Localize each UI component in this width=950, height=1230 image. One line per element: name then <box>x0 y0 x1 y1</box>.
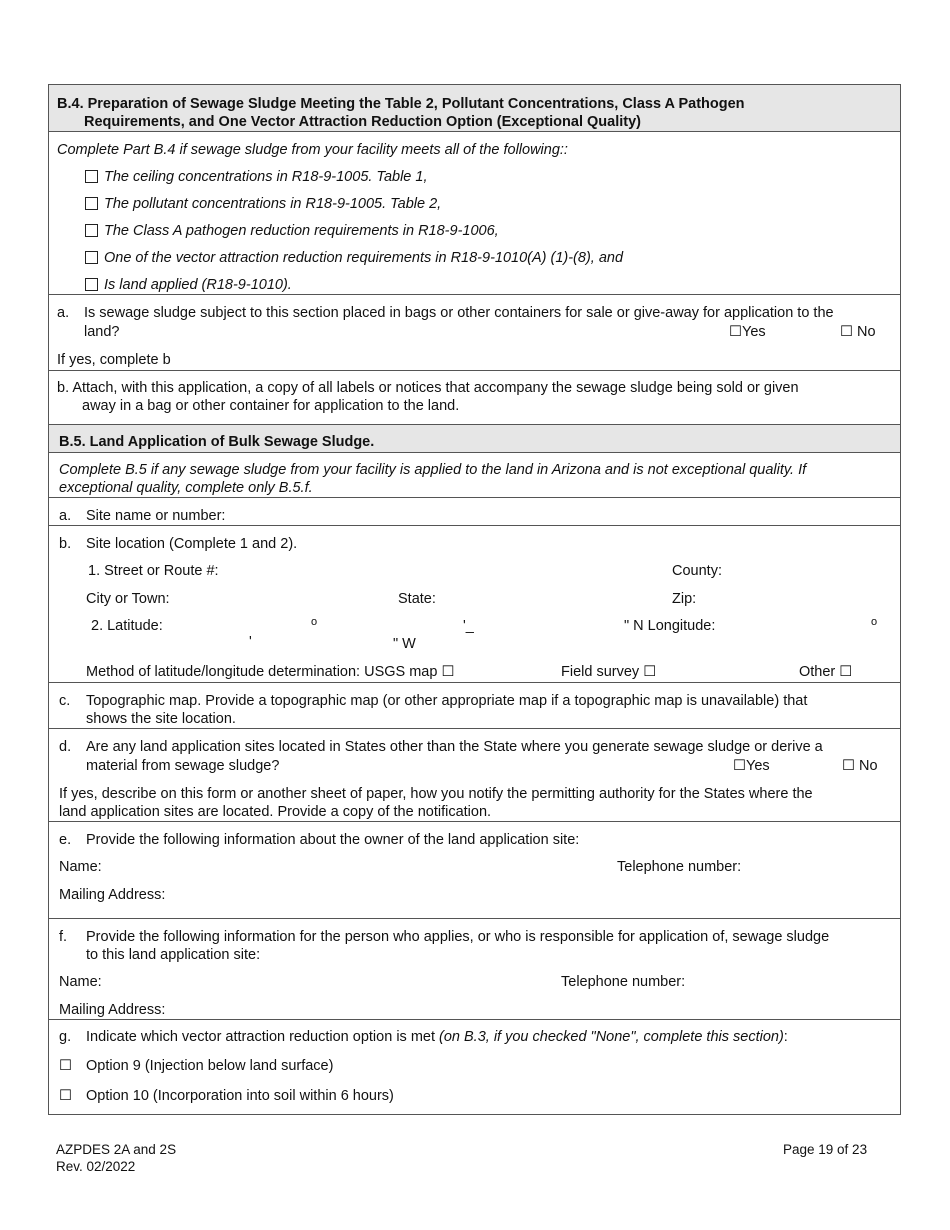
option-10-checkbox[interactable]: ☐ <box>59 1088 72 1104</box>
b5-d-yes-checkbox[interactable]: ☐Yes <box>733 758 770 774</box>
divider <box>49 525 900 526</box>
latitude-label: 2. Latitude: <box>91 618 163 634</box>
divider <box>49 497 900 498</box>
checkbox[interactable] <box>85 278 98 291</box>
divider <box>49 918 900 919</box>
b4-a-note: If yes, complete b <box>57 352 171 368</box>
b4-a-question-line2: land? <box>84 324 120 340</box>
divider <box>49 294 900 295</box>
b4-title-line2: Requirements, and One Vector Attraction Reduction Option (Exceptional Quality) <box>84 114 641 130</box>
applier-name-label: Name: <box>59 974 102 990</box>
owner-info-label: Provide the following information about the owner of the land application site: <box>86 832 580 848</box>
b5-e-letter: e. <box>59 832 72 848</box>
longitude-second-symbol: " W <box>393 636 416 652</box>
b4-criterion-5: Is land applied (R18-9-1010). <box>85 276 292 294</box>
applier-phone-label: Telephone number: <box>561 974 686 990</box>
footer-page-number: Page 19 of 23 <box>783 1142 868 1157</box>
b5-d-question-line2: material from sewage sludge? <box>86 758 280 774</box>
city-label: City or Town: <box>86 591 170 607</box>
b4-b-line2: away in a bag or other container for application to the land. <box>82 398 460 414</box>
checkbox[interactable] <box>85 224 98 237</box>
usgs-map-checkbox[interactable]: Method of latitude/longitude determination: USGS map ☐ <box>86 664 455 680</box>
other-checkbox[interactable]: Other ☐ <box>799 664 853 680</box>
checkbox[interactable] <box>85 170 98 183</box>
option-9-checkbox[interactable]: ☐ <box>59 1058 72 1074</box>
application-form <box>48 84 901 1115</box>
field-survey-checkbox[interactable]: Field survey ☐ <box>561 664 657 680</box>
b4-criterion-3: The Class A pathogen reduction requirements in R18-9-1006, <box>85 222 499 240</box>
owner-name-label: Name: <box>59 859 102 875</box>
divider <box>49 682 900 683</box>
b4-a-letter: a. <box>57 305 70 321</box>
divider <box>49 821 900 822</box>
b5-c-letter: c. <box>59 693 71 709</box>
b4-a-no-checkbox[interactable]: ☐ No <box>840 324 876 340</box>
applier-info-line2: to this land application site: <box>86 947 261 963</box>
applier-address-label: Mailing Address: <box>59 1002 166 1018</box>
b4-intro: Complete Part B.4 if sewage sludge from your facility meets all of the following:: <box>57 142 568 158</box>
applier-info-line1: Provide the following information for the person who applies, or who is responsible for application of, sewage sludge <box>86 929 830 945</box>
b5-d-question-line1: Are any land application sites located in States other than the State where you generate sewage sludge or derive a <box>86 739 823 755</box>
b5-b-letter: b. <box>59 536 72 552</box>
b4-title-line1: B.4. Preparation of Sewage Sludge Meeting the Table 2, Pollutant Concentrations, Class A Pathogen <box>57 96 745 112</box>
b5-g-letter: g. <box>59 1029 72 1045</box>
footer-form-id: AZPDES 2A and 2S <box>56 1142 177 1157</box>
b5-d-note-line1: If yes, describe on this form or another sheet of paper, how you notify the permitting authority for the States where the <box>59 786 813 802</box>
county-label: County: <box>672 563 722 579</box>
b5-title: B.5. Land Application of Bulk Sewage Sludge. <box>59 434 375 450</box>
option-10-label: Option 10 (Incorporation into soil within 6 hours) <box>86 1088 394 1104</box>
checkbox[interactable] <box>85 197 98 210</box>
b5-d-note-line2: land application sites are located. Provide a copy of the notification. <box>59 804 492 820</box>
b4-b-line1: b. Attach, with this application, a copy of all labels or notices that accompany the sewage sludge being sold or given <box>57 380 799 396</box>
b4-criterion-2: The pollutant concentrations in R18-9-1005. Table 2, <box>85 195 441 213</box>
b4-a-question-line1: Is sewage sludge subject to this section placed in bags or other containers for sale or give-away for application to the <box>84 305 834 321</box>
b4-criterion-4: One of the vector attraction reduction requirements in R18-9-1010(A) (1)-(8), and <box>85 249 623 267</box>
latitude-minute-symbol: '_ <box>463 618 474 634</box>
b5-f-letter: f. <box>59 929 68 945</box>
checkbox[interactable] <box>85 251 98 264</box>
divider <box>49 131 900 132</box>
owner-address-label: Mailing Address: <box>59 887 166 903</box>
b5-intro-line1: Complete B.5 if any sewage sludge from your facility is applied to the land in Arizona and is not exceptional quality. If <box>59 462 807 478</box>
longitude-minute-symbol: ' <box>249 634 252 650</box>
b4-a-yes-checkbox[interactable]: ☐Yes <box>729 324 766 340</box>
divider <box>49 728 900 729</box>
divider <box>49 452 900 453</box>
divider <box>49 1019 900 1020</box>
longitude-degree-symbol: o <box>871 616 878 628</box>
longitude-label: " N Longitude: <box>624 618 716 634</box>
footer-revision: Rev. 02/2022 <box>56 1159 136 1174</box>
option-9-label: Option 9 (Injection below land surface) <box>86 1058 334 1074</box>
owner-phone-label: Telephone number: <box>617 859 742 875</box>
topographic-map-line1: Topographic map. Provide a topographic map (or other appropriate map if a topographic map is unavailable) that <box>86 693 808 709</box>
latitude-degree-symbol: o <box>311 616 318 628</box>
street-label: 1. Street or Route #: <box>88 563 219 579</box>
vector-option-question: Indicate which vector attraction reduction option is met (on B.3, if you checked "None", complete this section): <box>86 1029 788 1045</box>
site-location-label: Site location (Complete 1 and 2). <box>86 536 298 552</box>
b5-d-no-checkbox[interactable]: ☐ No <box>842 758 878 774</box>
divider <box>49 370 900 371</box>
b5-intro-line2: exceptional quality, complete only B.5.f. <box>59 480 313 496</box>
b5-a-letter: a. <box>59 508 72 524</box>
state-label: State: <box>398 591 436 607</box>
topographic-map-line2: shows the site location. <box>86 711 236 727</box>
zip-label: Zip: <box>672 591 697 607</box>
b4-criterion-1: The ceiling concentrations in R18-9-1005. Table 1, <box>85 168 428 186</box>
b5-d-letter: d. <box>59 739 72 755</box>
site-name-label: Site name or number: <box>86 508 226 524</box>
